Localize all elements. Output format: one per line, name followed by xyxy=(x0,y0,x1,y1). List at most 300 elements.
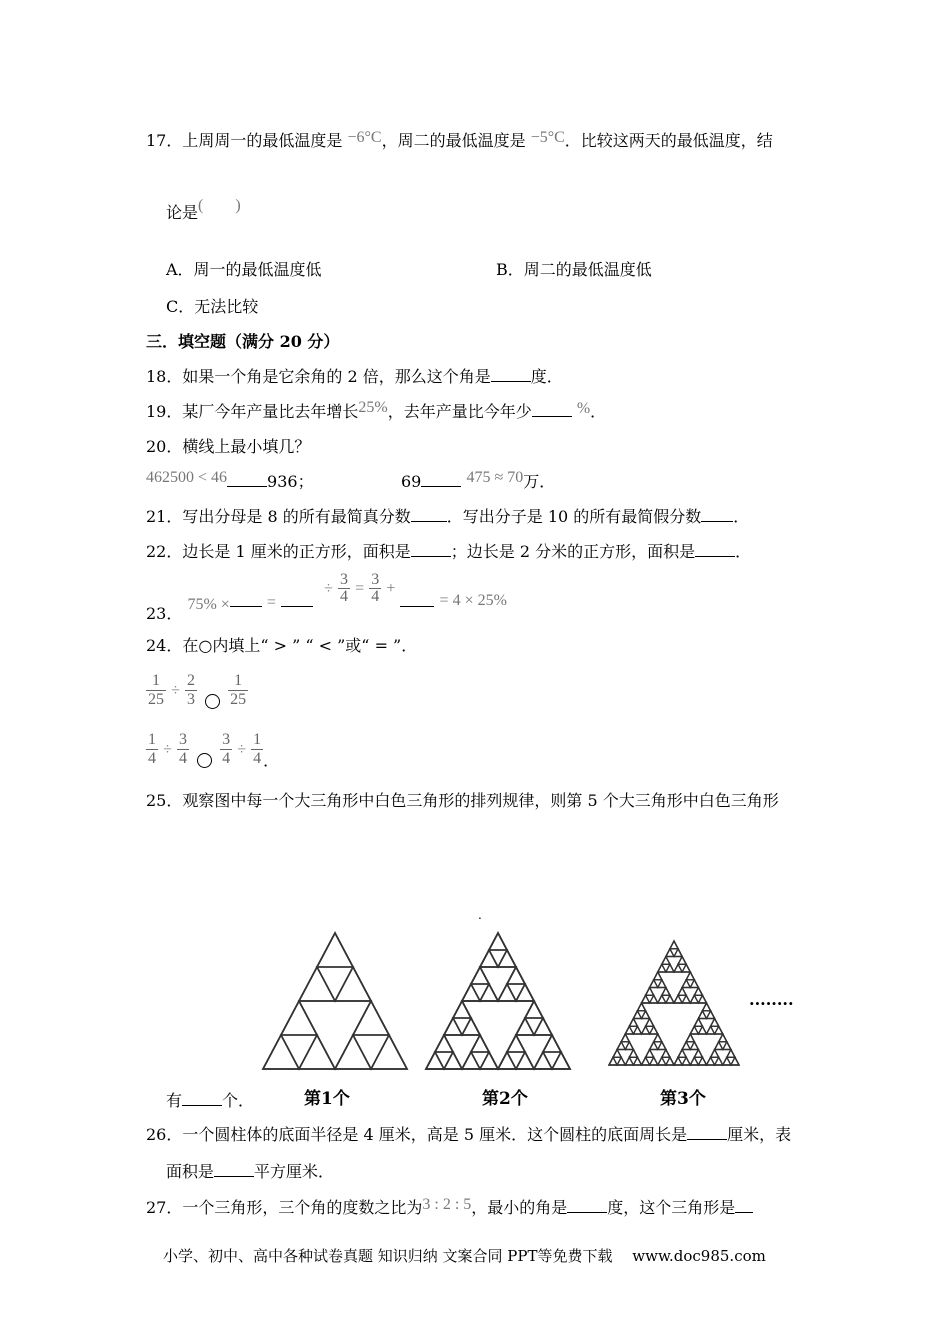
triangle-outline xyxy=(629,1050,637,1058)
triangle-outline xyxy=(498,1052,516,1069)
inner-white-triangle xyxy=(543,1052,561,1069)
q20-part-b xyxy=(401,469,556,493)
q19-text-1: 某厂今年产量比去年增长 xyxy=(182,402,359,421)
triangle-outline xyxy=(625,1026,633,1034)
q24-r2-frac-d xyxy=(251,731,263,768)
triangle-outline xyxy=(516,984,534,1001)
inner-white-triangle xyxy=(471,1052,489,1069)
triangle-outline xyxy=(625,1050,641,1066)
triangle-outline xyxy=(715,1026,723,1034)
q23-fraction-a xyxy=(338,572,350,605)
q17-text-2: ，周二的最低温度是 xyxy=(381,131,526,150)
q24-r1-c-den: 25 xyxy=(230,691,247,708)
triangle-outline xyxy=(335,967,371,1001)
q25-text-2: 有 xyxy=(166,1091,183,1110)
triangle-outline xyxy=(317,933,353,967)
triangle-outline xyxy=(462,933,534,1001)
triangle-outline xyxy=(471,1035,489,1052)
q21-text-1: 写出分母是 8 的所有最简真分数 xyxy=(182,507,411,526)
q20-number: 20． xyxy=(146,437,183,456)
inner-white-triangle xyxy=(507,984,525,1001)
q19 xyxy=(146,399,607,423)
triangle-outline xyxy=(613,1050,621,1058)
inner-white-triangle xyxy=(435,1052,453,1069)
triangle-outline xyxy=(609,1003,674,1065)
q17-option-c: C．无法比较 xyxy=(166,297,259,316)
triangle-outline xyxy=(674,1003,739,1065)
triangle-outline xyxy=(694,1019,702,1027)
triangle-outline xyxy=(642,995,650,1003)
triangle-outline xyxy=(698,1011,706,1019)
q24-r2-frac-c xyxy=(220,731,232,768)
q24-r2-frac-b xyxy=(177,731,189,768)
triangle-outline xyxy=(625,1042,633,1050)
triangle-outline xyxy=(698,1026,706,1034)
triangle-outline xyxy=(534,1035,570,1069)
triangle-outline xyxy=(682,995,690,1003)
triangle-outline xyxy=(299,967,335,1001)
triangle-outline xyxy=(516,1052,534,1069)
triangle-outline xyxy=(617,1034,633,1050)
inner-white-triangle xyxy=(666,957,682,973)
triangle-outline xyxy=(674,1057,682,1065)
triangle-outline xyxy=(617,1057,625,1065)
triangle-outline xyxy=(621,1034,629,1042)
q23-equals-2: = xyxy=(355,580,365,597)
triangle-outline xyxy=(654,972,662,980)
triangle-outline xyxy=(534,1018,552,1035)
q24-r2-end: ． xyxy=(263,751,280,770)
triangle-outline xyxy=(552,1052,570,1069)
triangle-outline xyxy=(543,1035,561,1052)
triangle-outline xyxy=(642,988,658,1004)
triangle-outline xyxy=(715,1034,731,1050)
inner-white-triangle xyxy=(702,1011,710,1019)
inner-white-triangle xyxy=(682,1050,698,1066)
inner-white-triangle xyxy=(516,1035,552,1069)
inner-white-triangle xyxy=(719,1042,727,1050)
triangle-outline xyxy=(686,1034,694,1042)
q24-r1-a-den: 25 xyxy=(148,691,164,708)
triangle-outline xyxy=(489,933,507,950)
triangle-outline xyxy=(650,1042,658,1050)
q21 xyxy=(146,507,749,527)
triangle-outline xyxy=(471,967,489,984)
triangle-outline xyxy=(686,972,694,980)
triangle-outline xyxy=(727,1050,735,1058)
triangle-outline xyxy=(698,1057,706,1065)
inner-white-triangle xyxy=(444,1035,480,1069)
triangle-outline xyxy=(650,972,666,988)
q23-expr-1: 75% × xyxy=(187,596,230,613)
q26-blank-2[interactable] xyxy=(214,1162,254,1177)
q18-text-1: 如果一个角是它余角的 2 倍，那么这个角是 xyxy=(182,367,491,386)
inner-white-triangle xyxy=(715,1050,731,1066)
triangle-outline xyxy=(662,988,670,996)
inner-white-triangle xyxy=(686,980,694,988)
triangle-outline xyxy=(299,933,371,1001)
triangle-outline xyxy=(642,1026,650,1034)
q24-r2-a-den: 4 xyxy=(148,750,156,767)
inner-white-triangle xyxy=(646,1057,654,1065)
q24-r2-d-den: 4 xyxy=(253,750,262,767)
q23-fraction-b-den: 4 xyxy=(371,588,380,605)
q23-plus: + xyxy=(386,580,396,597)
caption-figure-1: 第1个 xyxy=(304,1089,350,1109)
triangle-outline xyxy=(658,980,666,988)
triangle-outline xyxy=(617,1042,625,1050)
triangle-outline xyxy=(462,1018,480,1035)
inner-white-triangle xyxy=(711,1026,719,1034)
q25-line2 xyxy=(166,1091,254,1111)
inner-white-triangle xyxy=(453,1018,471,1035)
q24-number: 24． xyxy=(146,636,183,655)
triangle-outline xyxy=(650,1034,666,1050)
triangle-outline xyxy=(444,1001,480,1035)
q20-text: 横线上最小填几？ xyxy=(182,437,311,456)
q23 xyxy=(146,571,507,624)
q17-temp-monday: −6°C xyxy=(347,129,382,146)
q17-line1 xyxy=(146,131,773,152)
triangle-outline xyxy=(690,1057,698,1065)
triangle-outline xyxy=(658,995,666,1003)
triangle-outline xyxy=(426,1035,462,1069)
q24-title xyxy=(146,636,417,656)
triangle-outline xyxy=(646,988,654,996)
inner-white-triangle xyxy=(678,1057,686,1065)
q20-expr-b-end: 万． xyxy=(523,472,556,491)
q25-number: 25． xyxy=(146,791,183,810)
inner-white-triangle xyxy=(646,1026,654,1034)
triangle-outline xyxy=(674,995,682,1003)
triangle-outline xyxy=(674,1034,707,1065)
q20-expr-b-start: 69 xyxy=(401,472,422,491)
triangle-outline xyxy=(629,1019,637,1027)
triangle-outline xyxy=(625,1003,658,1034)
triangle-outline xyxy=(674,1050,690,1066)
q20-expr-a: 462500 < 46 xyxy=(146,469,228,486)
q22 xyxy=(146,542,751,562)
triangle-outline xyxy=(666,949,674,957)
triangle-outline xyxy=(666,995,674,1003)
q23-divide: ÷ xyxy=(324,580,333,597)
inner-white-triangle xyxy=(642,1003,707,1065)
q24-r1-frac-b xyxy=(185,672,197,709)
inner-white-triangle xyxy=(690,1034,723,1065)
triangle-outline xyxy=(642,1011,650,1019)
triangle-outline xyxy=(263,933,407,1069)
triangle-outline xyxy=(642,972,675,1003)
triangle-outline xyxy=(666,964,674,972)
triangle-outline xyxy=(654,1034,662,1042)
triangle-outline xyxy=(507,1035,525,1052)
triangle-outline xyxy=(633,1011,641,1019)
q23-blank-2[interactable] xyxy=(281,592,313,607)
inner-white-triangle xyxy=(629,1026,637,1034)
triangle-outline xyxy=(480,984,498,1001)
q23-fraction-b xyxy=(369,572,381,605)
triangle-outline xyxy=(658,1057,666,1065)
triangle-outline xyxy=(723,1057,731,1065)
triangle-outline xyxy=(694,1050,702,1058)
triangle-outline xyxy=(682,980,690,988)
q22-number: 22． xyxy=(146,542,183,561)
q22-blank-1[interactable] xyxy=(411,542,451,557)
triangle-outline xyxy=(650,980,658,988)
inner-white-triangle xyxy=(694,1026,702,1034)
q17-option-a: A．周一的最低温度低 xyxy=(166,260,322,279)
q23-expr-tail: = 4 × 25% xyxy=(439,592,507,609)
q25-text-1: 观察图中每一个大三角形中白色三角形的排列规律，则第 5 个大三角形中白色三角形 xyxy=(182,791,779,810)
q22-text-2: ；边长是 2 分米的正方形，面积是 xyxy=(450,542,696,561)
triangle-outline xyxy=(723,1042,731,1050)
q27-text-1: 一个三角形，三个角的度数之比为 xyxy=(182,1198,423,1217)
inner-white-triangle xyxy=(525,1018,543,1035)
triangle-outline xyxy=(674,964,682,972)
q20-blank-a[interactable] xyxy=(227,472,267,487)
q17-line2 xyxy=(166,197,241,224)
triangle-outline xyxy=(633,1057,641,1065)
triangle-outline xyxy=(690,1050,706,1066)
inner-white-triangle xyxy=(621,1042,629,1050)
q19-number: 19． xyxy=(146,402,183,421)
inner-white-triangle xyxy=(299,1001,371,1069)
q25-line1 xyxy=(146,791,779,811)
triangle-outline xyxy=(642,1057,650,1065)
inner-white-triangle xyxy=(625,1034,658,1065)
triangle-outline xyxy=(426,1052,444,1069)
triangle-outline xyxy=(335,1035,371,1069)
triangle-outline xyxy=(609,1034,642,1065)
triangle-outline xyxy=(642,1019,658,1035)
inner-white-triangle xyxy=(658,972,691,1003)
inner-white-triangle xyxy=(654,1042,662,1050)
q23-fraction-expr xyxy=(324,566,395,611)
inner-white-triangle xyxy=(727,1057,735,1065)
triangle-outline xyxy=(646,1050,654,1058)
inner-white-triangle xyxy=(646,995,654,1003)
q18-number: 18． xyxy=(146,367,183,386)
q26-blank-1[interactable] xyxy=(687,1125,727,1140)
q27-blank-1[interactable] xyxy=(567,1198,607,1213)
triangle-outline xyxy=(480,933,516,967)
q24-row-1 xyxy=(146,672,248,709)
q18 xyxy=(146,367,563,387)
triangle-outline xyxy=(498,1001,570,1069)
inner-white-triangle xyxy=(637,1011,645,1019)
triangle-outline xyxy=(658,964,666,972)
q20-blank-b[interactable] xyxy=(421,472,461,487)
triangle-outline xyxy=(462,984,480,1001)
q23-fraction-b-num: 3 xyxy=(371,571,380,588)
q21-blank-1[interactable] xyxy=(411,507,447,522)
q23-blank-3[interactable] xyxy=(400,592,434,607)
triangle-outline xyxy=(682,1042,690,1050)
triangle-outline xyxy=(723,1050,739,1066)
q21-number: 21． xyxy=(146,507,183,526)
triangle-outline xyxy=(682,972,698,988)
q22-blank-2[interactable] xyxy=(695,542,735,557)
inner-white-triangle xyxy=(613,1057,621,1065)
triangle-outline xyxy=(658,1050,674,1066)
triangle-outline xyxy=(609,1057,617,1065)
q17-answer-paren: ( ) xyxy=(198,197,241,214)
triangle-outline xyxy=(498,967,534,1001)
figure-1 xyxy=(263,933,407,1069)
triangle-outline xyxy=(453,1001,471,1018)
triangle-outline xyxy=(444,1052,462,1069)
q26-line2 xyxy=(166,1162,334,1182)
triangle-outline xyxy=(690,980,698,988)
triangle-outline xyxy=(642,941,707,1003)
inner-white-triangle xyxy=(353,1035,389,1069)
triangle-outline xyxy=(658,1042,666,1050)
triangle-outline xyxy=(462,1052,480,1069)
triangle-outline xyxy=(335,1001,407,1069)
q25-blank[interactable] xyxy=(182,1091,222,1106)
inner-white-triangle xyxy=(462,1001,534,1069)
inner-white-triangle xyxy=(686,1042,694,1050)
inner-white-triangle xyxy=(662,964,670,972)
triangle-outline xyxy=(435,1035,453,1052)
q24-r1-compare-circle[interactable] xyxy=(205,694,220,709)
triangle-outline xyxy=(702,1003,710,1011)
triangle-outline xyxy=(666,941,682,957)
inner-white-triangle xyxy=(317,967,353,1001)
triangle-outline xyxy=(707,1057,715,1065)
q25-text-3: 个． xyxy=(222,1091,255,1110)
triangle-outline xyxy=(609,941,739,1065)
inner-white-triangle xyxy=(694,1057,702,1065)
q20-part-a xyxy=(146,469,314,493)
q17-number: 17． xyxy=(146,131,183,150)
q21-blank-2[interactable] xyxy=(701,507,733,522)
triangle-outline xyxy=(462,1035,498,1069)
triangle-outline xyxy=(698,1003,714,1019)
q18-text-2: 度． xyxy=(530,367,563,386)
triangle-outline xyxy=(650,995,658,1003)
inner-white-triangle xyxy=(650,1050,666,1066)
inner-white-triangle xyxy=(662,1057,670,1065)
q24-r2-c-num: 3 xyxy=(222,731,231,748)
triangle-outline xyxy=(498,950,516,967)
inner-white-triangle xyxy=(670,949,678,957)
q23-blank-1[interactable] xyxy=(230,592,262,607)
q21-text-3: ． xyxy=(733,507,750,526)
q24-r2-compare-circle[interactable] xyxy=(197,753,212,768)
q24-r1-a-num: 1 xyxy=(146,672,166,691)
q21-text-2: ．写出分子是 10 的所有最简假分数 xyxy=(446,507,702,526)
q26-number: 26． xyxy=(146,1125,183,1144)
q17-text-1: 上周周一的最低温度是 xyxy=(182,131,343,150)
triangle-outline xyxy=(707,1034,740,1065)
triangle-outline xyxy=(690,1003,723,1034)
q24-r2-b-den: 4 xyxy=(178,750,187,767)
triangle-outline xyxy=(444,1018,462,1035)
inner-white-triangle xyxy=(682,988,698,1004)
triangle-outline xyxy=(719,1034,727,1042)
triangle-outline xyxy=(711,1050,719,1058)
inner-white-triangle xyxy=(694,995,702,1003)
q24-r1-b-num: 2 xyxy=(186,672,195,689)
triangle-outline xyxy=(498,1035,534,1069)
triangle-outline xyxy=(674,957,690,973)
inner-white-triangle xyxy=(471,984,489,1001)
inner-white-triangle xyxy=(480,967,516,1001)
triangle-outline xyxy=(707,1019,723,1035)
triangle-outline xyxy=(498,984,516,1001)
q26-text-3: 面积是 xyxy=(166,1162,215,1181)
q27-blank-2[interactable] xyxy=(735,1198,753,1213)
q24-text: 在○内填上“ > ” “ < ”或“ = ”． xyxy=(182,636,418,655)
triangle-outline xyxy=(694,988,702,996)
q19-text-2: ，去年产量比今年少 xyxy=(387,402,532,421)
triangle-outline xyxy=(516,1001,552,1035)
q19-percent-sign: % xyxy=(576,400,591,417)
triangle-outline xyxy=(462,967,498,1001)
q24-r2-d-num: 1 xyxy=(253,731,262,748)
triangle-outline xyxy=(690,988,706,1004)
triangle-outline xyxy=(609,1050,625,1066)
q17-temp-tuesday: −5°C xyxy=(530,129,565,146)
caption-figure-3: 第3个 xyxy=(660,1089,706,1109)
triangle-outline xyxy=(646,1019,654,1027)
triangle-outline xyxy=(674,949,682,957)
triangle-outline xyxy=(353,1001,389,1035)
triangle-outline xyxy=(633,1003,649,1019)
q19-text-3: ． xyxy=(590,402,607,421)
q25-stray-dot: . xyxy=(478,908,482,922)
q24-r1-frac-a xyxy=(146,672,166,709)
q17-text-4: 论是 xyxy=(166,203,199,222)
triangle-outline xyxy=(625,1019,641,1035)
triangle-outline xyxy=(731,1057,739,1065)
triangle-outline xyxy=(658,957,674,973)
triangle-outline xyxy=(670,941,678,949)
inner-white-triangle xyxy=(678,964,686,972)
triangle-outline xyxy=(690,1026,698,1034)
triangle-outline xyxy=(281,1001,317,1035)
triangle-outline xyxy=(633,1026,641,1034)
inner-white-triangle xyxy=(678,995,686,1003)
inner-white-triangle xyxy=(489,950,507,967)
triangle-outline xyxy=(690,1019,706,1035)
q26-text-2: 厘米，表 xyxy=(727,1125,792,1144)
q24-r2-b-num: 3 xyxy=(178,731,187,748)
triangle-outline xyxy=(263,1035,299,1069)
triangle-outline xyxy=(426,1001,498,1069)
q18-blank[interactable] xyxy=(491,367,531,382)
inner-white-triangle xyxy=(654,980,662,988)
q20-expr-a-end: 936； xyxy=(267,472,314,491)
q27-number: 27． xyxy=(146,1198,183,1217)
triangle-outline xyxy=(650,1026,658,1034)
triangle-outline xyxy=(707,1050,723,1066)
inner-white-triangle xyxy=(662,995,670,1003)
q24-r1-frac-c xyxy=(228,672,248,709)
q17-text-3: ．比较这两天的最低温度，结 xyxy=(564,131,773,150)
triangle-outline xyxy=(682,1057,690,1065)
triangle-outline xyxy=(711,1019,719,1027)
triangle-outline xyxy=(525,1001,543,1018)
q19-blank[interactable] xyxy=(532,402,572,417)
inner-white-triangle xyxy=(698,1019,714,1035)
q23-number: 23． xyxy=(146,604,183,623)
triangle-outline xyxy=(678,957,686,965)
q20-title xyxy=(146,437,310,457)
q27-ratio: 3 : 2 : 5 xyxy=(422,1196,472,1213)
triangle-outline xyxy=(658,988,674,1004)
